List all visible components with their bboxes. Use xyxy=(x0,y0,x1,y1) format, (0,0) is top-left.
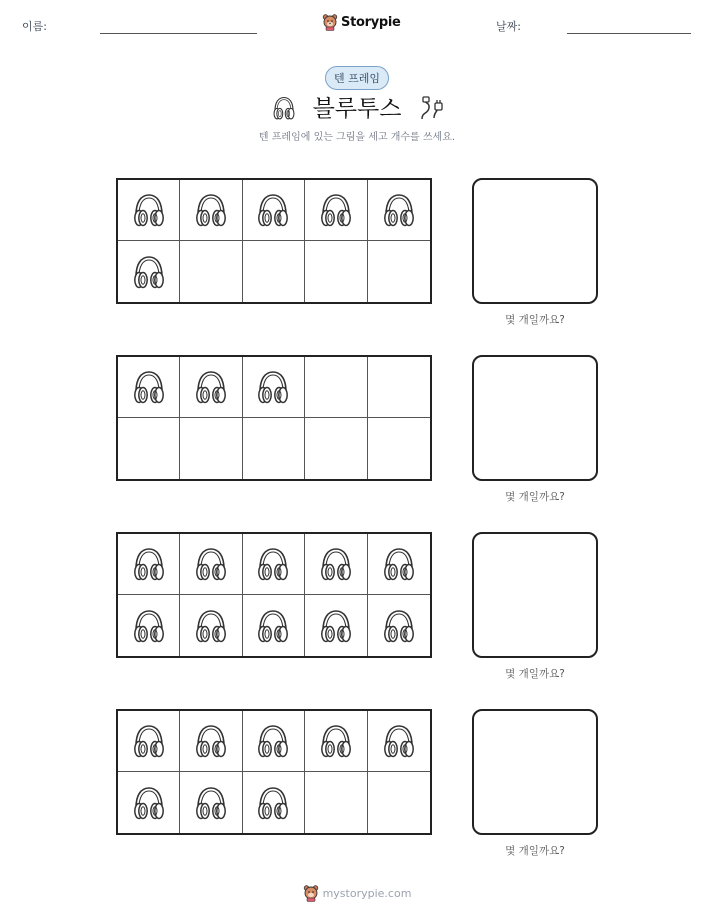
headphones-icon xyxy=(191,783,231,823)
frame-cell xyxy=(243,357,305,418)
name-line[interactable] xyxy=(100,33,257,34)
name-label: 이름: xyxy=(22,20,47,33)
frame-cell xyxy=(118,772,180,833)
footer-url: mystorypie.com xyxy=(322,886,412,900)
frame-cell xyxy=(180,241,242,302)
frame-cell xyxy=(243,534,305,595)
topic-badge: 텐 프레임 xyxy=(325,66,389,90)
headphones-icon xyxy=(316,606,356,646)
answer-box-4[interactable] xyxy=(472,709,598,835)
frame-cell xyxy=(180,180,242,241)
frame-cell xyxy=(118,534,180,595)
question-1: 몇 개일까요? xyxy=(505,314,565,326)
frame-cell xyxy=(368,418,430,479)
headphones-icon xyxy=(316,721,356,761)
headphones-icon xyxy=(129,544,169,584)
frame-cell xyxy=(180,357,242,418)
frame-cell xyxy=(305,180,367,241)
frame-cell xyxy=(243,241,305,302)
frame-cell xyxy=(368,595,430,656)
frame-cell xyxy=(368,772,430,833)
bear-mascot-icon xyxy=(322,13,338,31)
headphones-icon xyxy=(253,367,293,407)
headphones-icon xyxy=(191,544,231,584)
frame-cell xyxy=(305,595,367,656)
question-4: 몇 개일까요? xyxy=(505,845,565,857)
frame-cell xyxy=(118,241,180,302)
frame-cell xyxy=(118,418,180,479)
answer-box-1[interactable] xyxy=(472,178,598,304)
question-2: 몇 개일까요? xyxy=(505,491,565,503)
charging-cable-icon xyxy=(418,94,446,122)
frame-cell xyxy=(368,180,430,241)
frame-cell xyxy=(368,534,430,595)
frame-cell xyxy=(118,711,180,772)
headphones-icon xyxy=(253,721,293,761)
headphones-icon xyxy=(253,544,293,584)
frame-cell xyxy=(368,711,430,772)
headphones-icon xyxy=(379,190,419,230)
brand-logo xyxy=(322,13,401,31)
frame-cell xyxy=(368,357,430,418)
brand-name: Storypie xyxy=(341,14,401,30)
headphones-icon xyxy=(316,544,356,584)
headphones-icon xyxy=(253,606,293,646)
frame-cell xyxy=(118,180,180,241)
headphones-icon xyxy=(191,606,231,646)
frame-cell xyxy=(305,711,367,772)
headphones-icon xyxy=(253,190,293,230)
bear-mascot-icon xyxy=(303,884,319,902)
headphones-icon xyxy=(191,190,231,230)
frame-cell xyxy=(180,595,242,656)
headphones-icon xyxy=(129,252,169,292)
instructions: 텐 프레임에 있는 그림을 세고 개수를 쓰세요. xyxy=(258,132,456,143)
answer-box-3[interactable] xyxy=(472,532,598,658)
footer xyxy=(0,884,714,902)
frame-cell xyxy=(118,595,180,656)
frame-cell xyxy=(180,418,242,479)
frame-cell xyxy=(305,357,367,418)
frame-cell xyxy=(118,357,180,418)
headphones-icon xyxy=(316,190,356,230)
headphones-icon xyxy=(379,544,419,584)
headphones-icon xyxy=(129,606,169,646)
headphones-icon xyxy=(129,721,169,761)
frame-cell xyxy=(305,241,367,302)
frame-cell xyxy=(305,534,367,595)
headphones-icon xyxy=(191,721,231,761)
ten-frame-1 xyxy=(116,178,432,304)
date-line[interactable] xyxy=(567,33,691,34)
frame-cell xyxy=(305,772,367,833)
frame-cell xyxy=(180,711,242,772)
answer-box-2[interactable] xyxy=(472,355,598,481)
headphones-icon xyxy=(129,367,169,407)
frame-cell xyxy=(368,241,430,302)
frame-cell xyxy=(180,534,242,595)
page-title: 블루투스 xyxy=(312,96,402,122)
headphones-icon xyxy=(129,190,169,230)
frame-cell xyxy=(243,418,305,479)
headphones-icon xyxy=(379,721,419,761)
headphones-icon xyxy=(253,783,293,823)
ten-frame-3 xyxy=(116,532,432,658)
question-3: 몇 개일까요? xyxy=(505,668,565,680)
frame-cell xyxy=(243,711,305,772)
date-label: 날짜: xyxy=(496,20,521,33)
frame-cell xyxy=(243,772,305,833)
frame-cell xyxy=(243,180,305,241)
frame-cell xyxy=(180,772,242,833)
headphones-icon xyxy=(379,606,419,646)
headphones-icon xyxy=(191,367,231,407)
headphones-icon xyxy=(129,783,169,823)
frame-cell xyxy=(305,418,367,479)
frame-cell xyxy=(243,595,305,656)
ten-frame-2 xyxy=(116,355,432,481)
ten-frame-4 xyxy=(116,709,432,835)
